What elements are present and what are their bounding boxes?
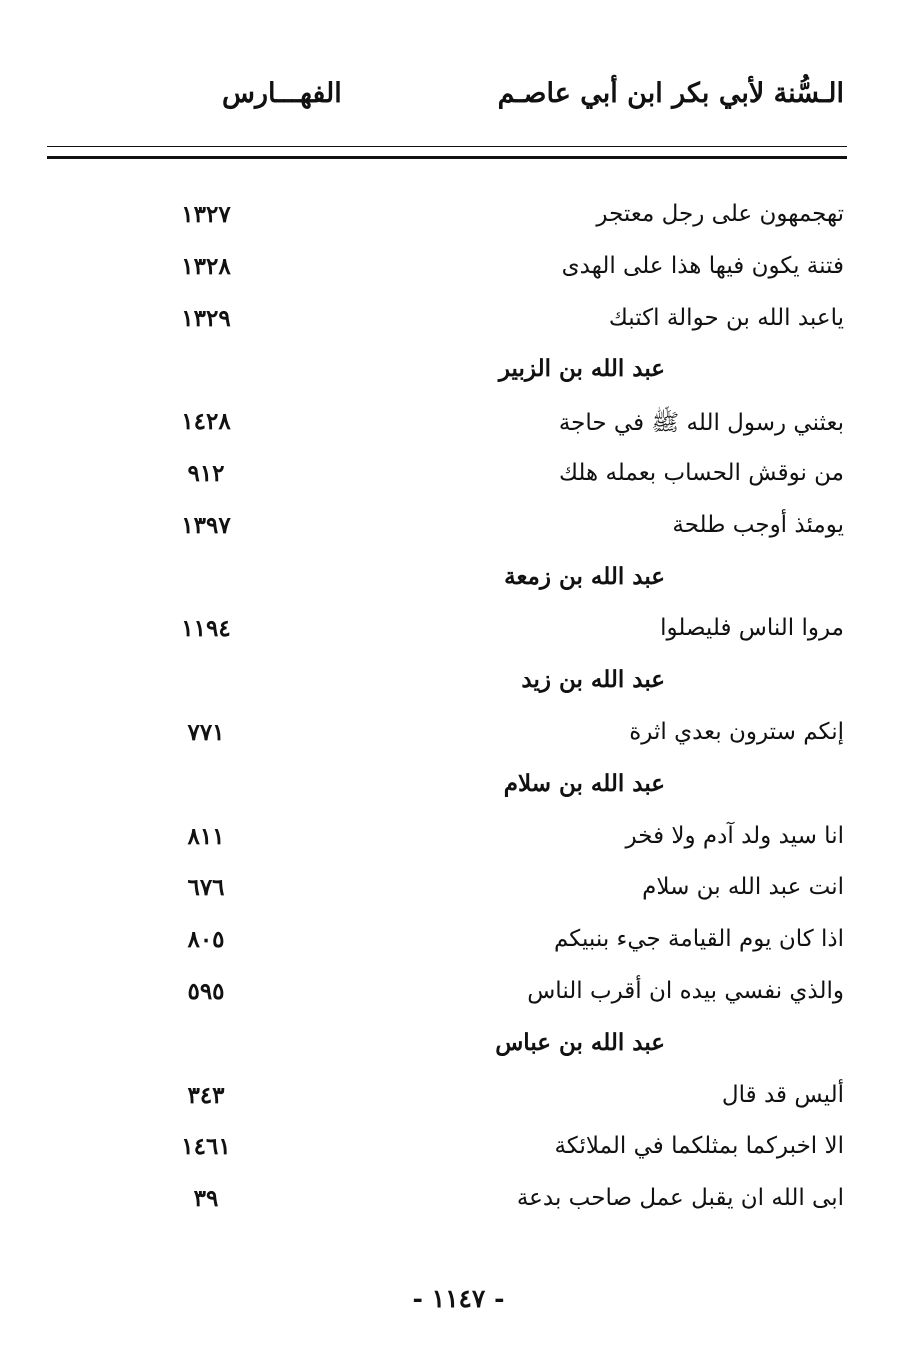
index-entry <box>0 402 917 454</box>
index-entry <box>0 299 917 351</box>
index-entry <box>0 454 917 506</box>
entry-text: الا اخبركما بمثلكما في الملائكة <box>554 1133 844 1160</box>
header-rule-thick <box>47 156 847 159</box>
section-heading: عبد الله بن الزبير <box>498 355 665 383</box>
index-entry <box>0 247 917 299</box>
section-heading: عبد الله بن زيد <box>521 666 665 694</box>
entry-number: ١٣٢٧ <box>181 201 231 228</box>
entry-text: تهجمهون على رجل معتجر <box>596 201 844 227</box>
entry-text: ابى الله ان يقبل عمل صاحب بدعة <box>516 1185 844 1212</box>
header-rule-thin <box>47 146 847 147</box>
page-header <box>0 78 917 118</box>
section-title: الفهـــارس <box>222 78 342 109</box>
entry-text: انت عبد الله بن سلام <box>642 874 844 901</box>
section-heading-row <box>0 350 917 402</box>
entry-number: ٣٩ <box>193 1185 219 1213</box>
index-entry <box>0 1127 917 1179</box>
entry-text: مروا الناس فليصلوا <box>660 615 844 642</box>
entry-text: والذي نفسي بيده ان أقرب الناس <box>527 977 844 1004</box>
section-heading: عبد الله بن زمعة <box>504 562 665 590</box>
section-heading-row <box>0 765 917 817</box>
section-heading-row <box>0 558 917 610</box>
index-entry <box>0 506 917 558</box>
entry-text: انا سيد ولد آدم ولا فخر <box>625 822 844 849</box>
entry-number: ١٣٢٨ <box>181 252 231 280</box>
entry-number: ١٣٢٩ <box>181 304 231 332</box>
page-number: - ١١٤٧ - <box>412 1284 505 1313</box>
entry-text: فتنة يكون فيها هذا على الهدى <box>561 252 844 279</box>
index-entry <box>0 609 917 661</box>
entry-text: يومئذ أوجب طلحة <box>672 511 844 538</box>
index-entry <box>0 817 917 869</box>
entry-number: ٨٠٥ <box>187 926 225 954</box>
entry-number: ١١٩٤ <box>181 615 231 643</box>
entry-number: ٨١١ <box>187 822 225 850</box>
entry-text: إنكم سترون بعدي اثرة <box>629 718 844 745</box>
index-entry <box>0 713 917 765</box>
entry-text: أليس قد قال <box>721 1081 844 1108</box>
entry-number: ١٤٢٨ <box>181 408 231 436</box>
index-entry <box>0 920 917 972</box>
entry-number: ١٤٦١ <box>181 1133 231 1161</box>
entry-number: ٩١٢ <box>187 459 225 487</box>
entry-number: ٥٩٥ <box>187 977 225 1005</box>
section-heading: عبد الله بن عباس <box>495 1028 665 1056</box>
index-entry <box>0 868 917 920</box>
entry-text: من نوقش الحساب بعمله هلك <box>559 459 844 486</box>
entry-number: ٣٤٣ <box>187 1081 225 1109</box>
entry-text: بعثني رسول الله ﷺ في حاجة <box>558 410 844 437</box>
index-entry <box>0 195 917 247</box>
entry-number: ١٣٩٧ <box>181 511 231 539</box>
index-entry <box>0 972 917 1024</box>
index-list <box>0 195 917 1231</box>
section-heading-row <box>0 1024 917 1076</box>
section-heading-row <box>0 661 917 713</box>
entry-number: ٦٧٦ <box>187 874 225 902</box>
entry-text: ياعبد الله بن حوالة اكتبك <box>608 304 844 331</box>
entry-text: اذا كان يوم القيامة جيء بنبيكم <box>553 926 844 953</box>
book-title: الـسُّنة لأبي بكر ابن أبي عاصـم <box>497 78 844 109</box>
section-heading: عبد الله بن سلام <box>503 769 665 797</box>
entry-number: ٧٧١ <box>187 718 225 746</box>
index-entry <box>0 1076 917 1128</box>
index-entry <box>0 1179 917 1231</box>
